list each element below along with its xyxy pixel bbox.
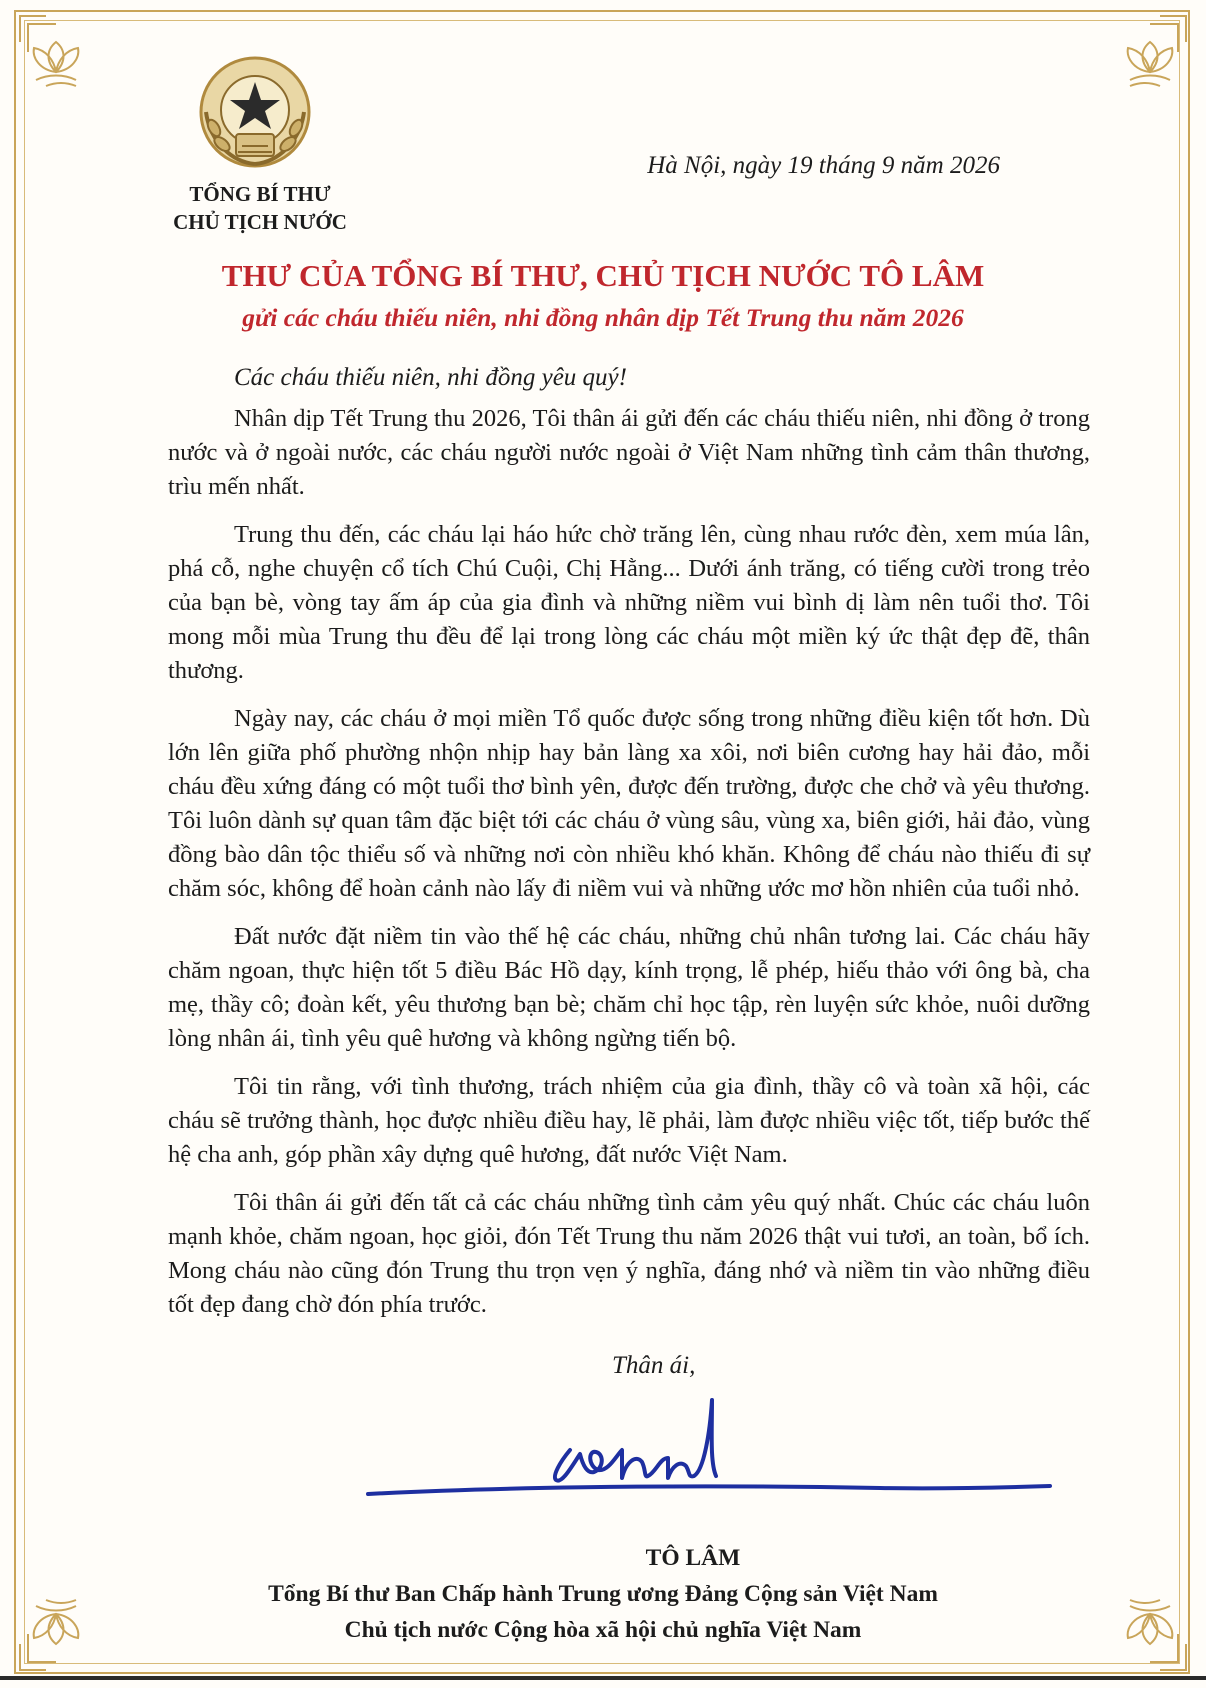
salutation: Các cháu thiếu niên, nhi đồng yêu quý! <box>234 364 627 391</box>
body-paragraph: Tôi tin rằng, với tình thương, trách nhiệm của gia đình, thầy cô và toàn xã hội, các cháu sẽ trưởng thành, học được nhiều điều hay, lẽ phải, làm được nhiều việc tốt, tiếp bước thế hệ cha anh, góp phần xây dựng quê hương, đất nước Việt Nam. <box>168 1073 1090 1168</box>
national-emblem-icon <box>192 52 318 176</box>
issuer-line-2: CHỦ TỊCH NƯỚC <box>173 210 347 234</box>
body-paragraph: Ngày nay, các cháu ở mọi miền Tổ quốc được sống trong những điều kiện tốt hơn. Dù lớn lên giữa phố phường nhộn nhịp hay bản làng xa xôi, nơi biên cương hay hải đảo, mỗi cháu đều xứng đáng có một tuổi thơ bình yên, được đến trường, được che chở và yêu thương. Tôi luôn dành sự quan tâm đặc biệt tới các cháu ở vùng sâu, vùng xa, biên giới, hải đảo, vùng đồng bào dân tộc thiểu số và những nơi còn nhiều khó khăn. Không để cháu nào thiếu đi sự chăm sóc, không để hoàn cảnh nào lấy đi niềm vui và những ước mơ hồn nhiên của tuổi nhỏ. <box>168 705 1090 902</box>
body-paragraph: Tôi thân ái gửi đến tất cả các cháu những tình cảm yêu quý nhất. Chúc các cháu luôn mạnh khỏe, chăm ngoan, học giỏi, đón Tết Trung thu năm 2026 thật vui tươi, an toàn, bổ ích. Mong cháu nào cũng đón Trung thu trọn vẹn ý nghĩa, đáng nhớ và niềm tin vào những điều tốt đẹp đang chờ đón phía trước. <box>168 1189 1090 1318</box>
letter-date: Hà Nội, ngày 19 tháng 9 năm 2026 <box>647 152 1000 179</box>
body-paragraph: Trung thu đến, các cháu lại háo hức chờ trăng lên, cùng nhau rước đèn, xem múa lân, phá cỗ, nghe chuyện cổ tích Chú Cuội, Chị Hằng... Dưới ánh trăng, có tiếng cười trong trẻo của bạn bè, vòng tay ấm áp của gia đình và những niềm vui bình dị làm nên tuổi thơ. Tôi mong mỗi mùa Trung thu đều để lại trong lòng các cháu một miền ký ức thật đẹp đẽ, thân thương. <box>168 521 1090 684</box>
body-paragraph: Đất nước đặt niềm tin vào thế hệ các cháu, những chủ nhân tương lai. Các cháu hãy chăm ngoan, thực hiện tốt 5 điều Bác Hồ dạy, kính trọng, lễ phép, hiếu thảo với ông bà, cha mẹ, thầy cô; đoàn kết, yêu thương bạn bè; chăm chỉ học tập, rèn luyện sức khỏe, nuôi dưỡng lòng nhân ái, tình yêu quê hương và không ngừng tiến bộ. <box>168 923 1090 1052</box>
body-paragraph: Nhân dịp Tết Trung thu 2026, Tôi thân ái gửi đến các cháu thiếu niên, nhi đồng ở trong nước và ở ngoài nước, các cháu người nước ngoài ở Việt Nam những tình cảm thân thương, trìu mến nhất. <box>168 405 1090 500</box>
letter-body <box>168 402 1090 1336</box>
closing: Thân ái, <box>612 1352 696 1379</box>
letter-subtitle: gửi các cháu thiếu niên, nhi đồng nhân dịp Tết Trung thu năm 2026 <box>242 303 964 332</box>
issuer-line-1: TỔNG BÍ THƯ <box>189 182 331 206</box>
signer-name: TÔ LÂM <box>645 1545 741 1571</box>
signer-position-2: Chủ tịch nước Cộng hòa xã hội chủ nghĩa Việt Nam <box>344 1617 862 1643</box>
signer-block <box>60 1540 1146 1648</box>
issuer-block <box>170 180 350 236</box>
handwritten-signature <box>360 1392 1060 1512</box>
letter-title: THƯ CỦA TỔNG BÍ THƯ, CHỦ TỊCH NƯỚC TÔ LÂM <box>221 258 985 293</box>
lotus-corner-ornament-icon <box>16 12 126 122</box>
lotus-corner-ornament-icon <box>1080 12 1190 122</box>
bottom-divider <box>0 1676 1206 1680</box>
signer-position-1: Tổng Bí thư Ban Chấp hành Trung ương Đảng Cộng sản Việt Nam <box>268 1581 938 1607</box>
